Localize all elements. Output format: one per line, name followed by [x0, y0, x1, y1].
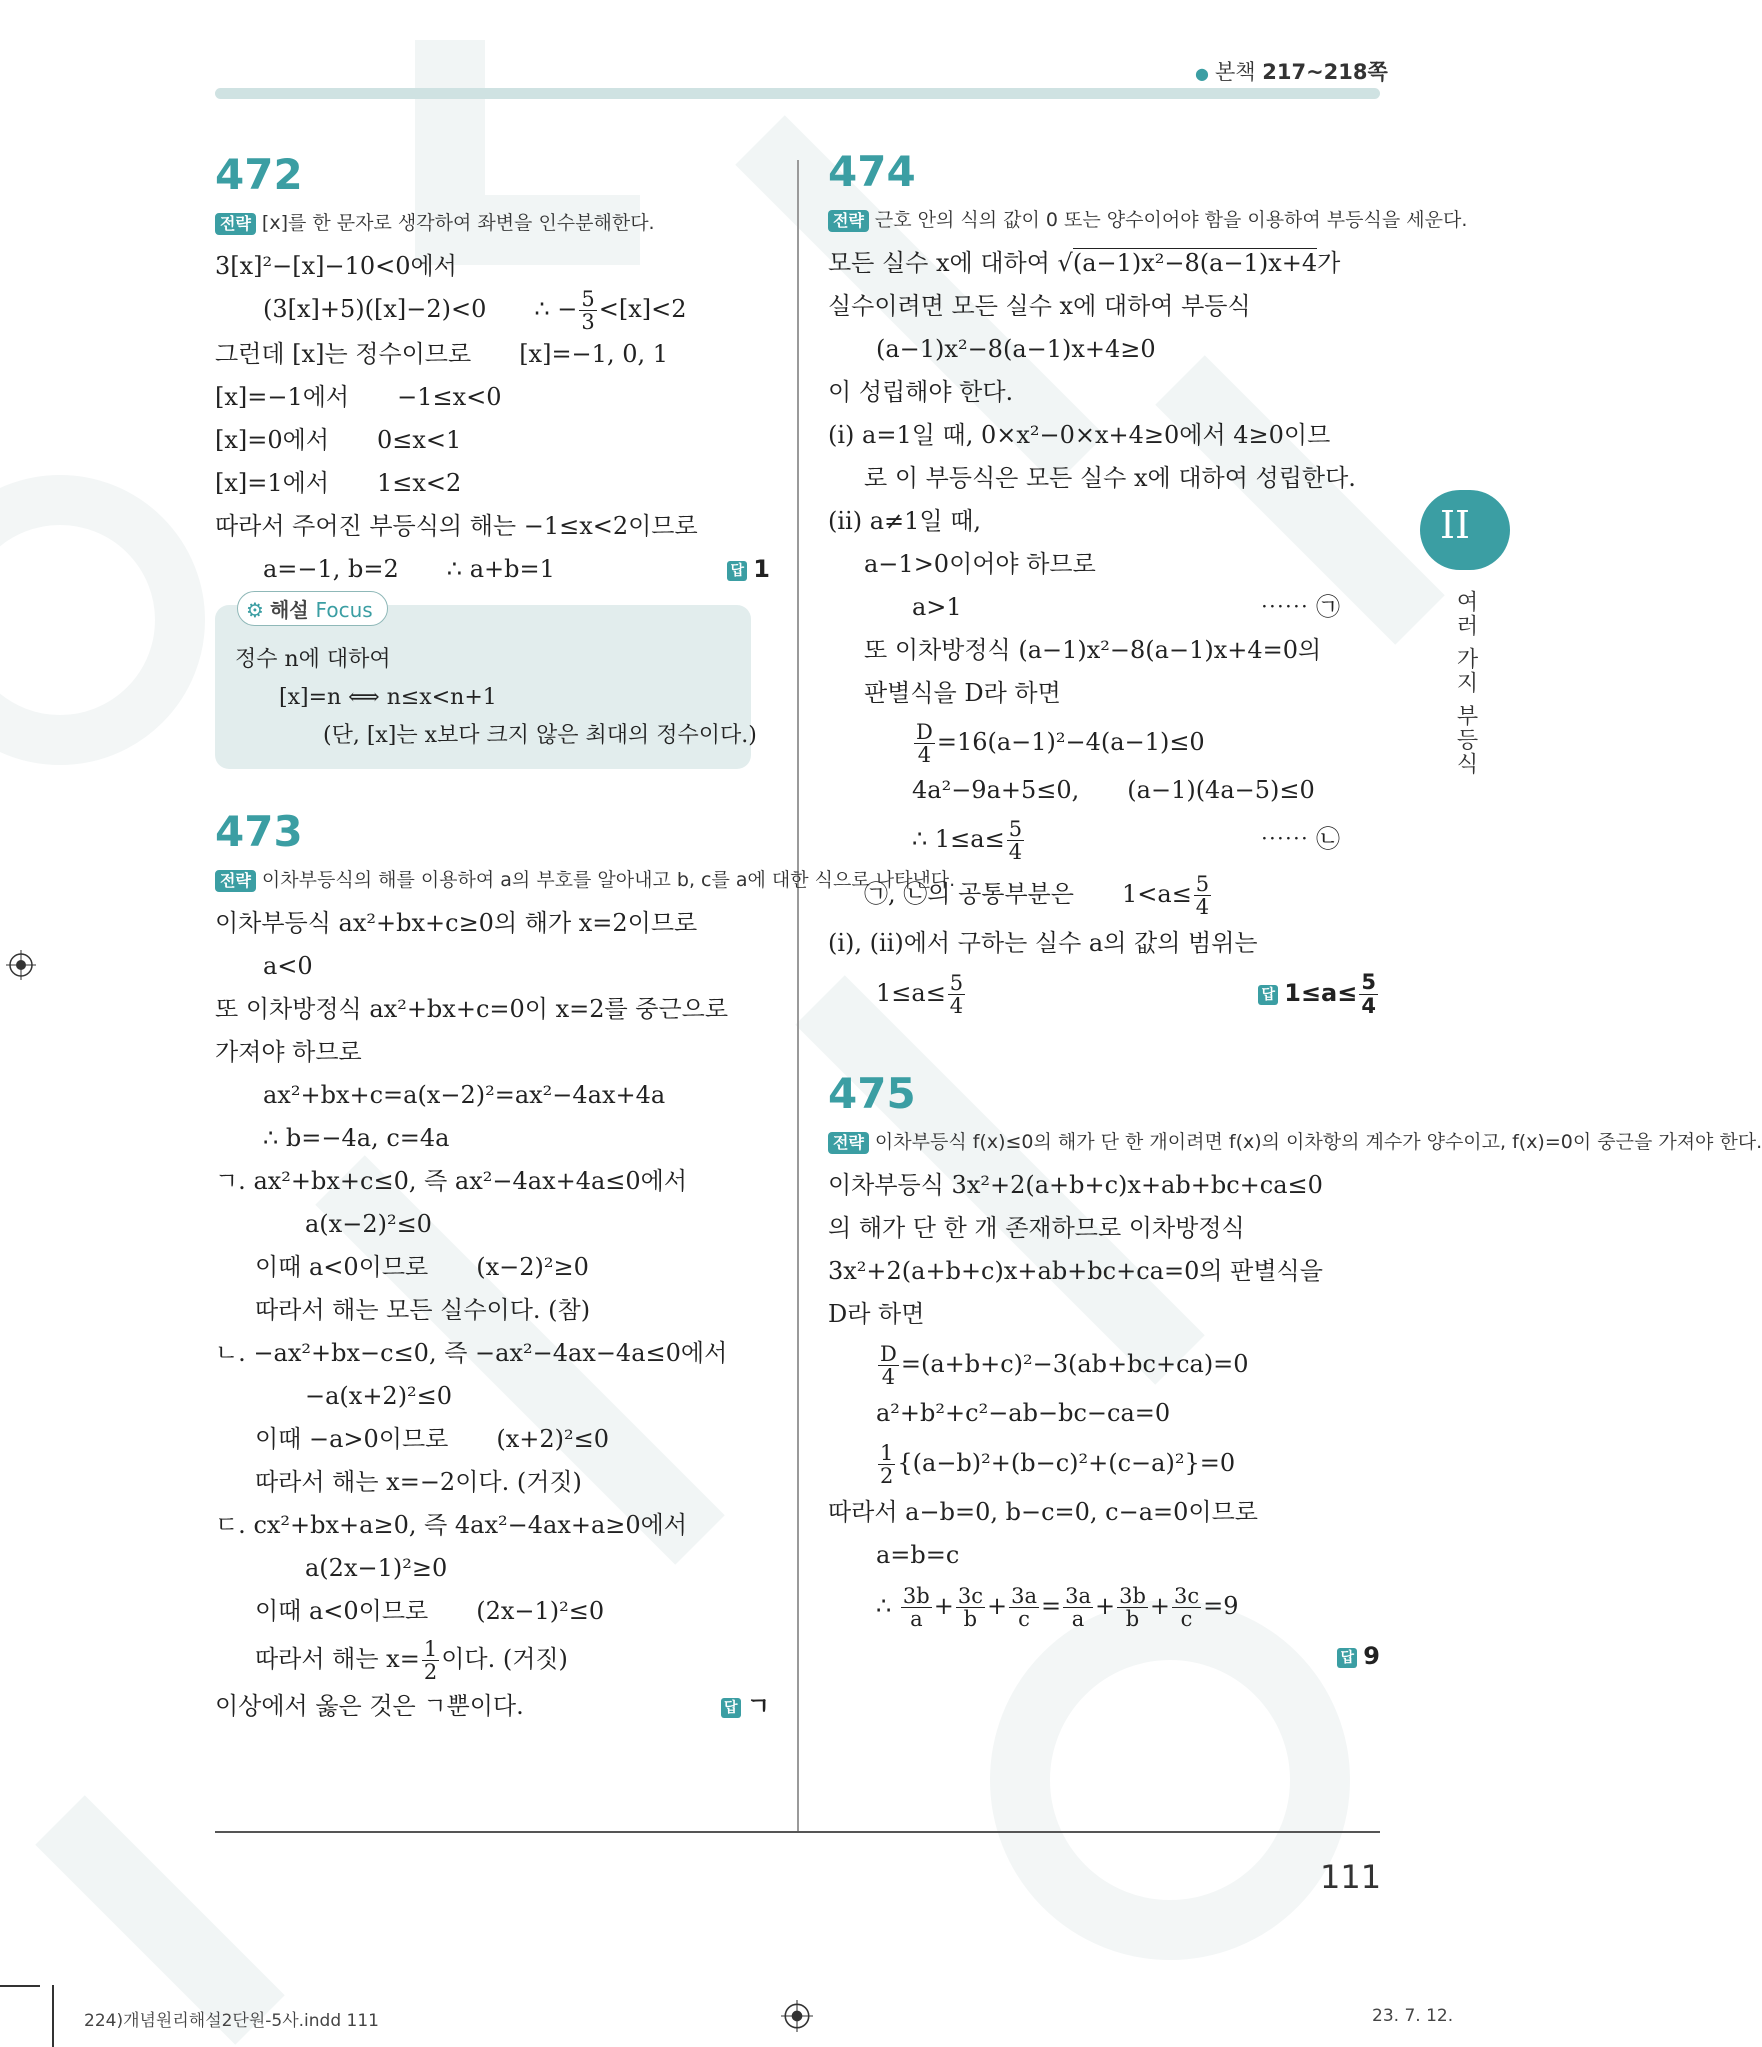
line: a>1 ⋯⋯ ㉠: [912, 593, 1340, 621]
line: 이때 −a>0이므로 (x+2)²≤0: [255, 1425, 609, 1454]
line: 가져야 하므로: [215, 1038, 362, 1067]
fraction: $\frac{5}{4}$: [1008, 816, 1023, 864]
line: a(x−2)²≤0: [305, 1210, 432, 1239]
line: $\frac{1}{2}$ {(a−b)²+(b−c)²+(c−a)²}=0: [880, 1440, 1236, 1488]
line: a−1>0이어야 하므로: [864, 550, 1096, 578]
line: 따라서 a−b=0, b−c=0, c−a=0이므로: [828, 1498, 1258, 1526]
line: 이때 a<0이므로 (x−2)²≥0: [255, 1253, 589, 1282]
line: 이차부등식 ax²+bx+c≥0의 해가 x=2이므로: [215, 909, 698, 938]
answer-tag: 답: [721, 1698, 741, 1718]
line: (ⅰ) a=1일 때, 0×x²−0×x+4≥0에서 4≥0이므: [828, 421, 1331, 449]
sqrt-icon: √: [1057, 249, 1073, 277]
fraction: $\frac{1}{2}$: [423, 1637, 438, 1685]
strategy-tag: 전략: [215, 870, 256, 892]
registration-mark-icon: [6, 950, 36, 980]
bullet-icon: ●: [1195, 64, 1209, 83]
line: 이때 a<0이므로 (2x−1)²≤0: [255, 1597, 605, 1626]
bottom-rule: [215, 1831, 1380, 1833]
problem-number: 473: [215, 807, 303, 857]
line: 1≤a≤ $\frac{5}{4}$ 답 1≤a≤ $\frac{5}{4}$: [828, 965, 1380, 1021]
problem-475: [828, 1069, 1762, 1670]
page-number: 111: [1320, 1858, 1382, 1896]
strategy: 전략 이차부등식 f(x)≤0의 해가 단 한 개이려면 f(x)의 이차항의 계수가 양수이고, f(x)=0이 중근을 가져야 한다.: [828, 1121, 1380, 1164]
crop-mark: [0, 1985, 40, 1987]
line: [x]=1에서 1≤x<2: [215, 469, 462, 498]
focus-line: [x]=n ⟺ n≤x<n+1: [279, 685, 497, 711]
line: ∴ 1≤a≤ $\frac{5}{4}$ ⋯⋯ ㉡: [912, 816, 1340, 864]
answer: 답 1≤a≤ $\frac{5}{4}$: [1258, 965, 1380, 1021]
line: ㉠, ㉡의 공통부분은 1<a≤ $\frac{5}{4}$: [864, 871, 1210, 919]
chapter-name: 여러 가지 부등식: [1453, 590, 1478, 776]
line: 따라서 해는 x= $\frac{1}{2}$ 이다. (거짓): [255, 1637, 568, 1685]
line: 3[x]²−[x]−10<0에서: [215, 252, 457, 280]
registration-mark-icon: [781, 2000, 813, 2032]
line: a(2x−1)²≥0: [305, 1554, 448, 1583]
footer-file: 224)개념원리해설2단원-5사.indd 111: [84, 2011, 379, 2031]
line: 따라서 주어진 부등식의 해는 −1≤x<2이므로: [215, 512, 698, 541]
fraction: $\frac{3c}{b}$: [957, 1583, 983, 1631]
book-label: 본책: [1214, 60, 1256, 84]
fraction: $\frac{5}{4}$: [1195, 871, 1210, 919]
line: 이차부등식 3x²+2(a+b+c)x+ab+bc+ca≤0: [828, 1171, 1323, 1199]
answer-tag: 답: [1337, 1648, 1357, 1668]
line: (ⅱ) a≠1일 때,: [828, 507, 982, 535]
line: 모든 실수 x에 대하여 √(a−1)x²−8(a−1)x+4가: [828, 249, 1341, 277]
problem-number: 472: [215, 150, 303, 199]
focus-line: 정수 n에 대하여: [235, 647, 391, 673]
answer-tag: 답: [727, 561, 747, 581]
answer: 답 9: [1337, 1635, 1380, 1678]
line: 이 성립해야 한다.: [828, 378, 1014, 406]
line: [x]=0에서 0≤x<1: [215, 426, 462, 455]
line: $\frac{D}{4}$ =(a+b+c)²−3(ab+bc+ca)=0: [880, 1341, 1249, 1389]
strategy-tag: 전략: [828, 1132, 869, 1154]
chapter-number: II: [1440, 503, 1471, 547]
fraction: $\frac{5}{3}$: [581, 287, 595, 335]
answer: 답 1: [727, 548, 770, 591]
line: $\frac{D}{4}$ =16(a−1)²−4(a−1)≤0: [916, 719, 1205, 767]
line: 의 해가 단 한 개 존재하므로 이차방정식: [828, 1214, 1245, 1242]
line: 로 이 부등식은 모든 실수 x에 대하여 성립한다.: [864, 464, 1356, 492]
fraction: $\frac{3c}{c}$: [1174, 1583, 1200, 1631]
line: a²+b²+c²−ab−bc−ca=0: [876, 1399, 1171, 1427]
focus-header: ⚙ 해설 Focus: [237, 591, 388, 626]
fraction: $\frac{3b}{b}$: [1119, 1583, 1146, 1631]
footer-date: 23. 7. 12.: [1372, 2006, 1454, 2026]
line: 또 이차방정식 (a−1)x²−8(a−1)x+4=0의: [864, 636, 1322, 664]
focus-line: (단, [x]는 x보다 크지 않은 최대의 정수이다.): [323, 723, 757, 749]
line: 실수이려면 모든 실수 x에 대하여 부등식: [828, 292, 1251, 320]
line: (ⅰ), (ⅱ)에서 구하는 실수 a의 값의 범위는: [828, 929, 1258, 957]
line: a=−1, b=2 ∴ a+b=1 답 1: [215, 548, 770, 591]
book-pages: 217~218쪽: [1262, 60, 1388, 84]
line: ∴ b=−4a, c=4a: [263, 1124, 450, 1153]
line: 4a²−9a+5≤0, (a−1)(4a−5)≤0: [912, 776, 1315, 804]
column-divider: [797, 160, 799, 1832]
line: ㄱ. ax²+bx+c≤0, 즉 ax²−4ax+4a≤0에서: [215, 1167, 688, 1196]
line: 따라서 해는 x=−2이다. (거짓): [255, 1468, 582, 1497]
book-reference: [1195, 56, 1388, 86]
line: a=b=c: [876, 1541, 960, 1569]
line: ax²+bx+c=a(x−2)²=ax²−4ax+4a: [263, 1081, 666, 1110]
line: 이상에서 옳은 것은 ㄱ뿐이다. 답 ㄱ: [215, 1685, 770, 1728]
strategy: 전략 이차부등식의 해를 이용하여 a의 부호를 알아내고 b, c를 a에 대한 식으로 나타낸다.: [215, 859, 770, 902]
line: D라 하면: [828, 1300, 925, 1328]
line: (a−1)x²−8(a−1)x+4≥0: [876, 335, 1156, 363]
problem-472: [215, 150, 770, 769]
line: [x]=−1에서 −1≤x<0: [215, 383, 502, 412]
line: 그런데 [x]는 정수이므로 [x]=−1, 0, 1: [215, 340, 668, 369]
line: 따라서 해는 모든 실수이다. (참): [255, 1296, 591, 1325]
fraction: $\frac{1}{2}$: [880, 1440, 894, 1488]
answer: 답 ㄱ: [721, 1685, 770, 1728]
fraction: $\frac{D}{4}$: [916, 719, 933, 767]
focus-box: [215, 598, 757, 769]
strategy-tag: 전략: [215, 213, 256, 235]
line: −a(x+2)²≤0: [305, 1382, 453, 1411]
fraction: $\frac{5}{4}$: [949, 970, 964, 1018]
line: 판별식을 D라 하면: [864, 679, 1061, 707]
strategy-tag: 전략: [828, 210, 869, 232]
fraction: $\frac{D}{4}$: [880, 1341, 897, 1389]
problem-number: 474: [828, 147, 916, 196]
line: (3[x]+5)([x]−2)<0 ∴ − $\frac{5}{3}$ <[x]<2: [263, 287, 687, 335]
fraction: $\frac{3b}{a}$: [902, 1583, 930, 1631]
header-bar: [215, 88, 1380, 99]
problem-number: 475: [828, 1069, 916, 1118]
strategy: 전략 [x]를 한 문자로 생각하여 좌변을 인수분해한다.: [215, 202, 770, 245]
answer-tag: 답: [1258, 985, 1278, 1005]
fraction: $\frac{3a}{a}$: [1065, 1583, 1091, 1631]
line: a<0: [263, 952, 313, 981]
fraction: $\frac{3a}{c}$: [1011, 1583, 1037, 1631]
crop-mark: [52, 1985, 54, 2047]
gear-icon: ⚙: [246, 598, 264, 623]
line: ㄴ. −ax²+bx−c≤0, 즉 −ax²−4ax−4a≤0에서: [215, 1339, 728, 1368]
line: 3x²+2(a+b+c)x+ab+bc+ca=0의 판별식을: [828, 1257, 1323, 1285]
line: 또 이차방정식 ax²+bx+c=0이 x=2를 중근으로: [215, 995, 729, 1024]
line: ㄷ. cx²+bx+a≥0, 즉 4ax²−4ax+a≥0에서: [215, 1511, 688, 1540]
strategy: 전략 근호 안의 식의 값이 0 또는 양수이어야 함을 이용하여 부등식을 세운다.: [828, 199, 1380, 242]
line: ∴ $\frac{3b}{a}$ + $\frac{3c}{b}$ + $\frac{3a}{c}$ = $\frac{3a}{a}$ + $\frac{3b}{b}$ + $\frac{3c}{c}$ =9: [876, 1583, 1239, 1631]
